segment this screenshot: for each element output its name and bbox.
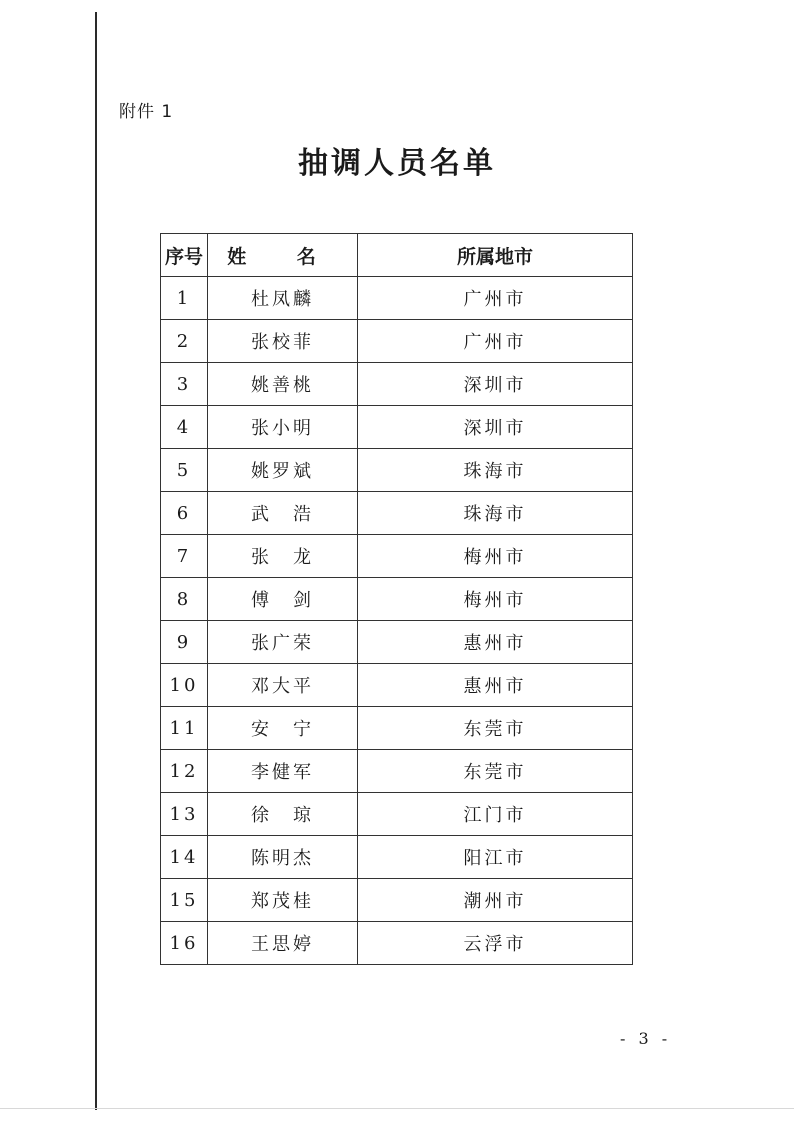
cell-seq: 4 <box>161 406 208 449</box>
table-row <box>161 449 633 492</box>
table-row <box>161 621 633 664</box>
cell-seq: 5 <box>161 449 208 492</box>
page-bottom-edge <box>0 1108 794 1109</box>
cell-seq: 12 <box>161 750 208 793</box>
cell-city: 阳江市 <box>358 836 633 879</box>
table-row <box>161 578 633 621</box>
table-row <box>161 793 633 836</box>
cell-seq: 11 <box>161 707 208 750</box>
cell-name: 姚善桃 <box>208 363 358 406</box>
header-seq: 序号 <box>161 234 208 277</box>
cell-city: 珠海市 <box>358 449 633 492</box>
attachment-label: 附件 1 <box>119 102 174 122</box>
cell-city: 东莞市 <box>358 707 633 750</box>
cell-name: 安 宁 <box>208 707 358 750</box>
cell-city: 深圳市 <box>358 363 633 406</box>
cell-name: 张广荣 <box>208 621 358 664</box>
cell-city: 梅州市 <box>358 578 633 621</box>
cell-city: 广州市 <box>358 277 633 320</box>
cell-city: 东莞市 <box>358 750 633 793</box>
cell-city: 梅州市 <box>358 535 633 578</box>
table-row <box>161 750 633 793</box>
cell-name: 王思婷 <box>208 922 358 965</box>
cell-name: 张 龙 <box>208 535 358 578</box>
table-row <box>161 492 633 535</box>
header-city: 所属地市 <box>358 234 633 277</box>
cell-seq: 16 <box>161 922 208 965</box>
cell-name: 姚罗斌 <box>208 449 358 492</box>
cell-seq: 7 <box>161 535 208 578</box>
table-row <box>161 664 633 707</box>
cell-city: 珠海市 <box>358 492 633 535</box>
cell-city: 潮州市 <box>358 879 633 922</box>
cell-name: 李健军 <box>208 750 358 793</box>
page-number: - 3 - <box>620 1029 672 1048</box>
table-row <box>161 277 633 320</box>
table-body <box>161 277 633 965</box>
table-row <box>161 406 633 449</box>
cell-city: 惠州市 <box>358 664 633 707</box>
cell-city: 惠州市 <box>358 621 633 664</box>
cell-name: 张小明 <box>208 406 358 449</box>
cell-seq: 1 <box>161 277 208 320</box>
table-header-row <box>161 234 633 277</box>
cell-name: 杜凤麟 <box>208 277 358 320</box>
header-name: 姓 名 <box>208 234 358 277</box>
cell-name: 郑茂桂 <box>208 879 358 922</box>
cell-seq: 6 <box>161 492 208 535</box>
cell-seq: 3 <box>161 363 208 406</box>
table-row <box>161 836 633 879</box>
document-title: 抽调人员名单 <box>298 146 496 181</box>
table-row <box>161 922 633 965</box>
table-row <box>161 707 633 750</box>
cell-seq: 8 <box>161 578 208 621</box>
table-row <box>161 879 633 922</box>
cell-name: 傅 剑 <box>208 578 358 621</box>
cell-seq: 9 <box>161 621 208 664</box>
cell-city: 云浮市 <box>358 922 633 965</box>
cell-seq: 15 <box>161 879 208 922</box>
cell-seq: 14 <box>161 836 208 879</box>
cell-name: 陈明杰 <box>208 836 358 879</box>
cell-name: 武 浩 <box>208 492 358 535</box>
cell-city: 深圳市 <box>358 406 633 449</box>
cell-name: 邓大平 <box>208 664 358 707</box>
table-row <box>161 363 633 406</box>
cell-seq: 13 <box>161 793 208 836</box>
cell-name: 徐 琼 <box>208 793 358 836</box>
cell-seq: 10 <box>161 664 208 707</box>
personnel-table <box>160 233 633 965</box>
table-row <box>161 320 633 363</box>
cell-city: 广州市 <box>358 320 633 363</box>
cell-name: 张校菲 <box>208 320 358 363</box>
cell-seq: 2 <box>161 320 208 363</box>
table-row <box>161 535 633 578</box>
cell-city: 江门市 <box>358 793 633 836</box>
